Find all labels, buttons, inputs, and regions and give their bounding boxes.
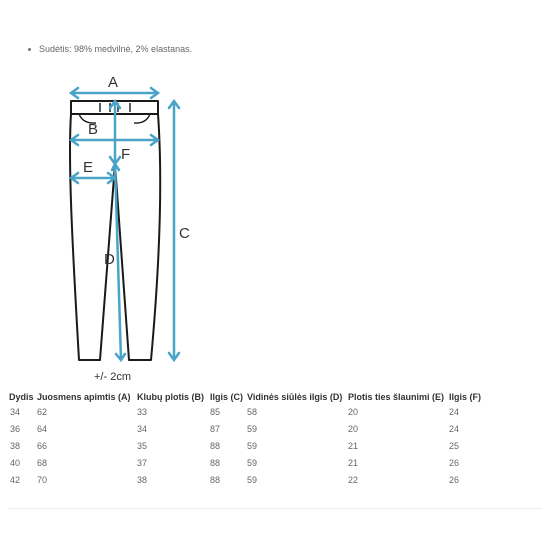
cell-thigh: 20 bbox=[348, 406, 359, 417]
label-e: E bbox=[83, 159, 94, 176]
table-row bbox=[9, 437, 489, 454]
cell-hips: 37 bbox=[137, 457, 148, 468]
header-inseam: Vidinės siūlės ilgis (D) bbox=[247, 391, 343, 402]
header-length-f: Ilgis (F) bbox=[449, 391, 481, 402]
table-row bbox=[9, 403, 489, 420]
cell-thigh: 21 bbox=[348, 457, 359, 468]
cell-waist: 68 bbox=[37, 457, 48, 468]
cell-size: 36 bbox=[10, 423, 21, 434]
label-f: F bbox=[121, 146, 131, 163]
cell-hips: 34 bbox=[137, 423, 148, 434]
arrow-c bbox=[169, 101, 179, 360]
cell-inseam: 59 bbox=[247, 423, 258, 434]
header-waist: Juosmens apimtis (A) bbox=[37, 391, 131, 402]
cell-thigh: 21 bbox=[348, 440, 359, 451]
cell-length-f: 25 bbox=[449, 440, 460, 451]
table-row bbox=[9, 420, 489, 437]
table-row bbox=[9, 471, 489, 488]
cell-length-f: 26 bbox=[449, 457, 460, 468]
header-thigh: Plotis ties šlaunimi (E) bbox=[348, 391, 445, 402]
cell-inseam: 59 bbox=[247, 440, 258, 451]
tolerance-note: +/- 2cm bbox=[94, 371, 131, 383]
table-header-row bbox=[9, 390, 489, 403]
cell-size: 40 bbox=[10, 457, 21, 468]
cell-length-f: 26 bbox=[449, 474, 460, 485]
cell-length: 87 bbox=[210, 423, 221, 434]
label-a: A bbox=[108, 74, 119, 91]
cell-inseam: 59 bbox=[247, 457, 258, 468]
cell-length: 88 bbox=[210, 474, 221, 485]
cell-length: 85 bbox=[210, 406, 221, 417]
cell-waist: 62 bbox=[37, 406, 48, 417]
cell-length-f: 24 bbox=[449, 423, 460, 434]
cell-size: 34 bbox=[10, 406, 21, 417]
cell-length-f: 24 bbox=[449, 406, 460, 417]
table-row bbox=[9, 454, 489, 471]
cell-hips: 33 bbox=[137, 406, 148, 417]
cell-length: 88 bbox=[210, 440, 221, 451]
composition-text: Sudėtis: 98% medvilnė, 2% elastanas. bbox=[39, 44, 193, 54]
cell-inseam: 59 bbox=[247, 474, 258, 485]
cell-thigh: 22 bbox=[348, 474, 359, 485]
label-b: B bbox=[88, 121, 99, 138]
cell-waist: 66 bbox=[37, 440, 48, 451]
cell-length: 88 bbox=[210, 457, 221, 468]
section-divider bbox=[8, 508, 542, 509]
cell-size: 42 bbox=[10, 474, 21, 485]
size-table bbox=[9, 390, 489, 488]
cell-waist: 64 bbox=[37, 423, 48, 434]
cell-thigh: 20 bbox=[348, 423, 359, 434]
cell-hips: 38 bbox=[137, 474, 148, 485]
header-hips: Klubų plotis (B) bbox=[137, 391, 204, 402]
label-c: C bbox=[179, 225, 190, 242]
cell-hips: 35 bbox=[137, 440, 148, 451]
header-length: Ilgis (C) bbox=[210, 391, 243, 402]
cell-waist: 70 bbox=[37, 474, 48, 485]
label-d: D bbox=[104, 251, 115, 268]
cell-inseam: 58 bbox=[247, 406, 258, 417]
cell-size: 38 bbox=[10, 440, 21, 451]
header-size: Dydis bbox=[9, 391, 34, 402]
